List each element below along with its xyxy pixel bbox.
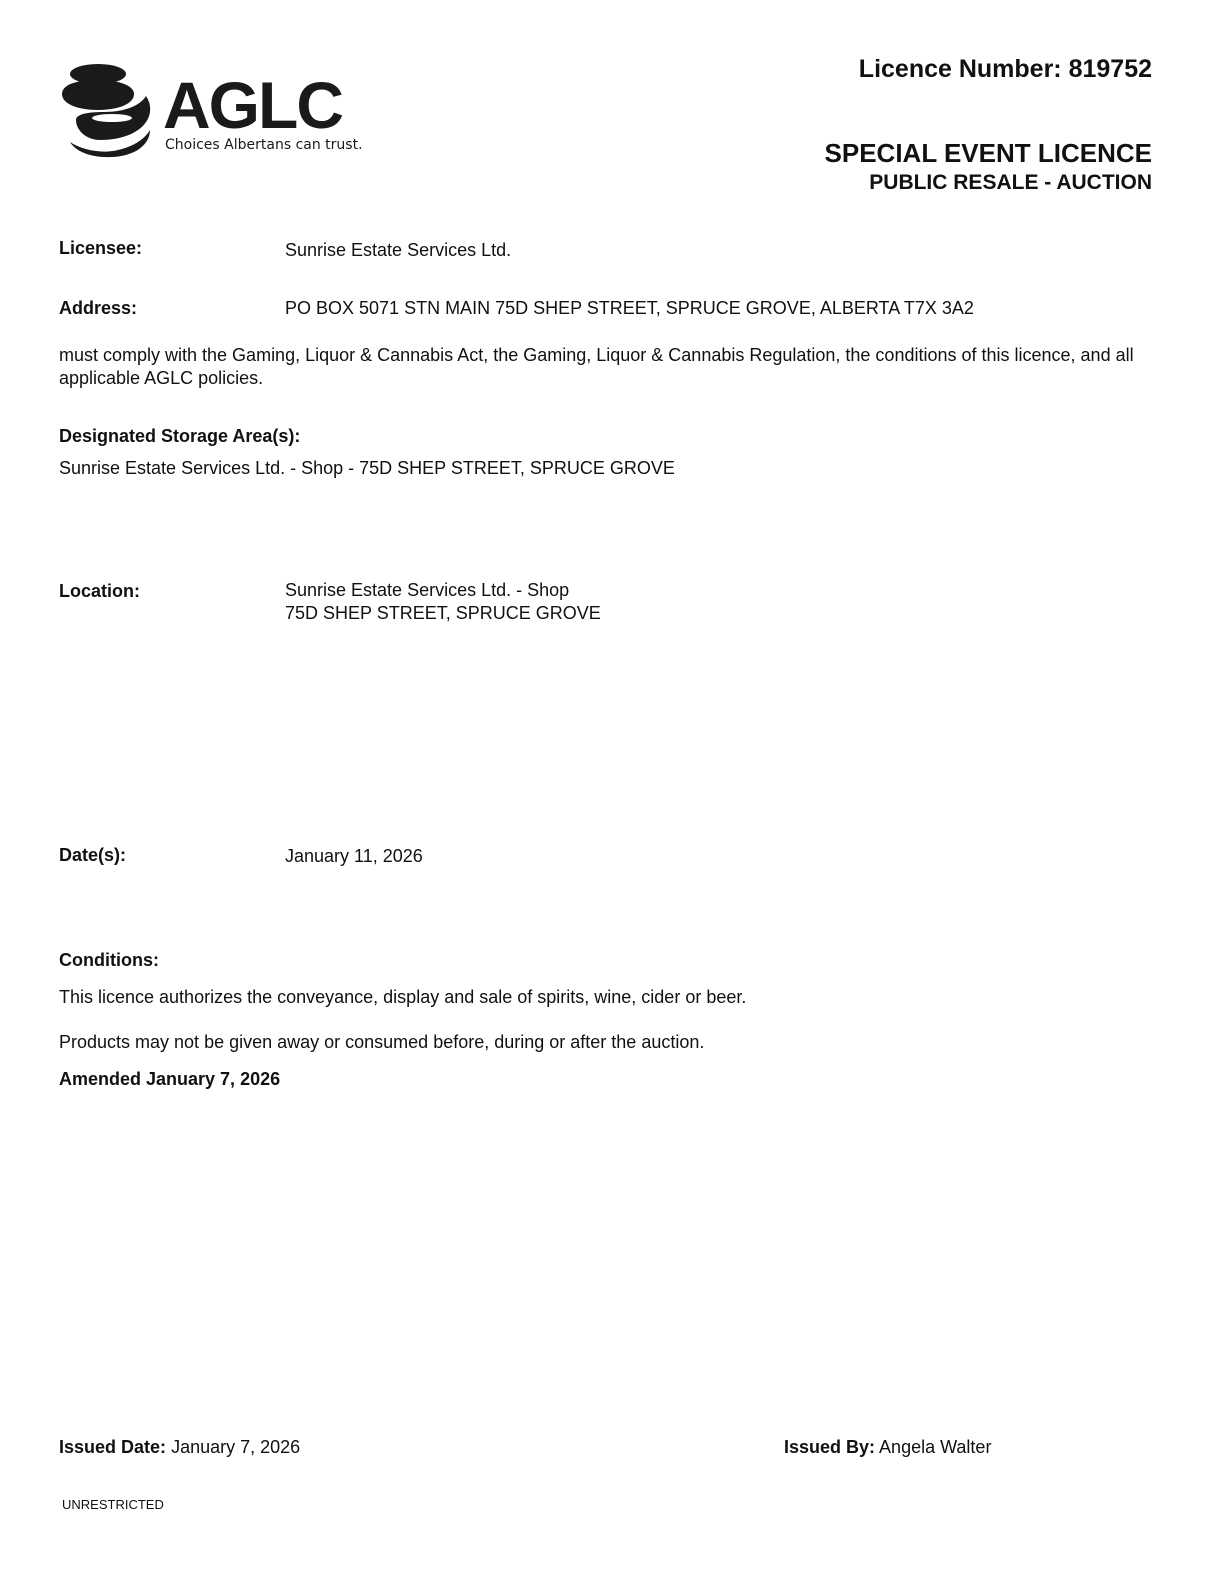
- storage-area-label: Designated Storage Area(s):: [59, 426, 301, 446]
- conditions-label: Conditions:: [59, 950, 159, 970]
- dates-value: January 11, 2026: [285, 846, 423, 866]
- condition-item: This licence authorizes the conveyance, display and sale of spirits, wine, cider or beer.: [59, 987, 747, 1007]
- aglc-logo-icon: [58, 60, 158, 160]
- document-subtitle: PUBLIC RESALE - AUCTION: [869, 171, 1152, 194]
- compliance-text: must comply with the Gaming, Liquor & Cannabis Act, the Gaming, Liquor & Cannabis Regulation, the conditions of this licence, and all applicable AGLC policies.: [59, 345, 1134, 388]
- location-line-2: 75D SHEP STREET, SPRUCE GROVE: [285, 603, 601, 623]
- address-value: PO BOX 5071 STN MAIN 75D SHEP STREET, SPRUCE GROVE, ALBERTA T7X 3A2: [285, 298, 974, 318]
- issued-date-value: January 7, 2026: [171, 1437, 301, 1457]
- document-title: SPECIAL EVENT LICENCE: [824, 138, 1152, 168]
- location-line-1: Sunrise Estate Services Ltd. - Shop: [285, 580, 570, 600]
- dates-label: Date(s):: [59, 845, 127, 865]
- issued-by-label: Issued By:: [784, 1437, 876, 1457]
- amended-note: Amended January 7, 2026: [59, 1069, 281, 1089]
- address-label: Address:: [59, 298, 138, 318]
- condition-item: Products may not be given away or consumed before, during or after the auction.: [59, 1032, 705, 1052]
- issued-by: [784, 1437, 991, 1458]
- location-label: Location:: [59, 581, 140, 601]
- issued-by-value: Angela Walter: [879, 1437, 992, 1457]
- storage-area-value: Sunrise Estate Services Ltd. - Shop - 75D SHEP STREET, SPRUCE GROVE: [59, 458, 675, 478]
- aglc-wordmark: AGLC: [163, 68, 342, 142]
- licensee-value: Sunrise Estate Services Ltd.: [285, 240, 512, 260]
- issued-date-label: Issued Date:: [59, 1437, 167, 1457]
- issued-date: [59, 1437, 300, 1458]
- classification-label: UNRESTRICTED: [62, 1497, 164, 1512]
- licence-number: Licence Number: 819752: [858, 55, 1152, 83]
- logo-tagline: Choices Albertans can trust.: [165, 137, 363, 153]
- licensee-label: Licensee:: [59, 238, 143, 258]
